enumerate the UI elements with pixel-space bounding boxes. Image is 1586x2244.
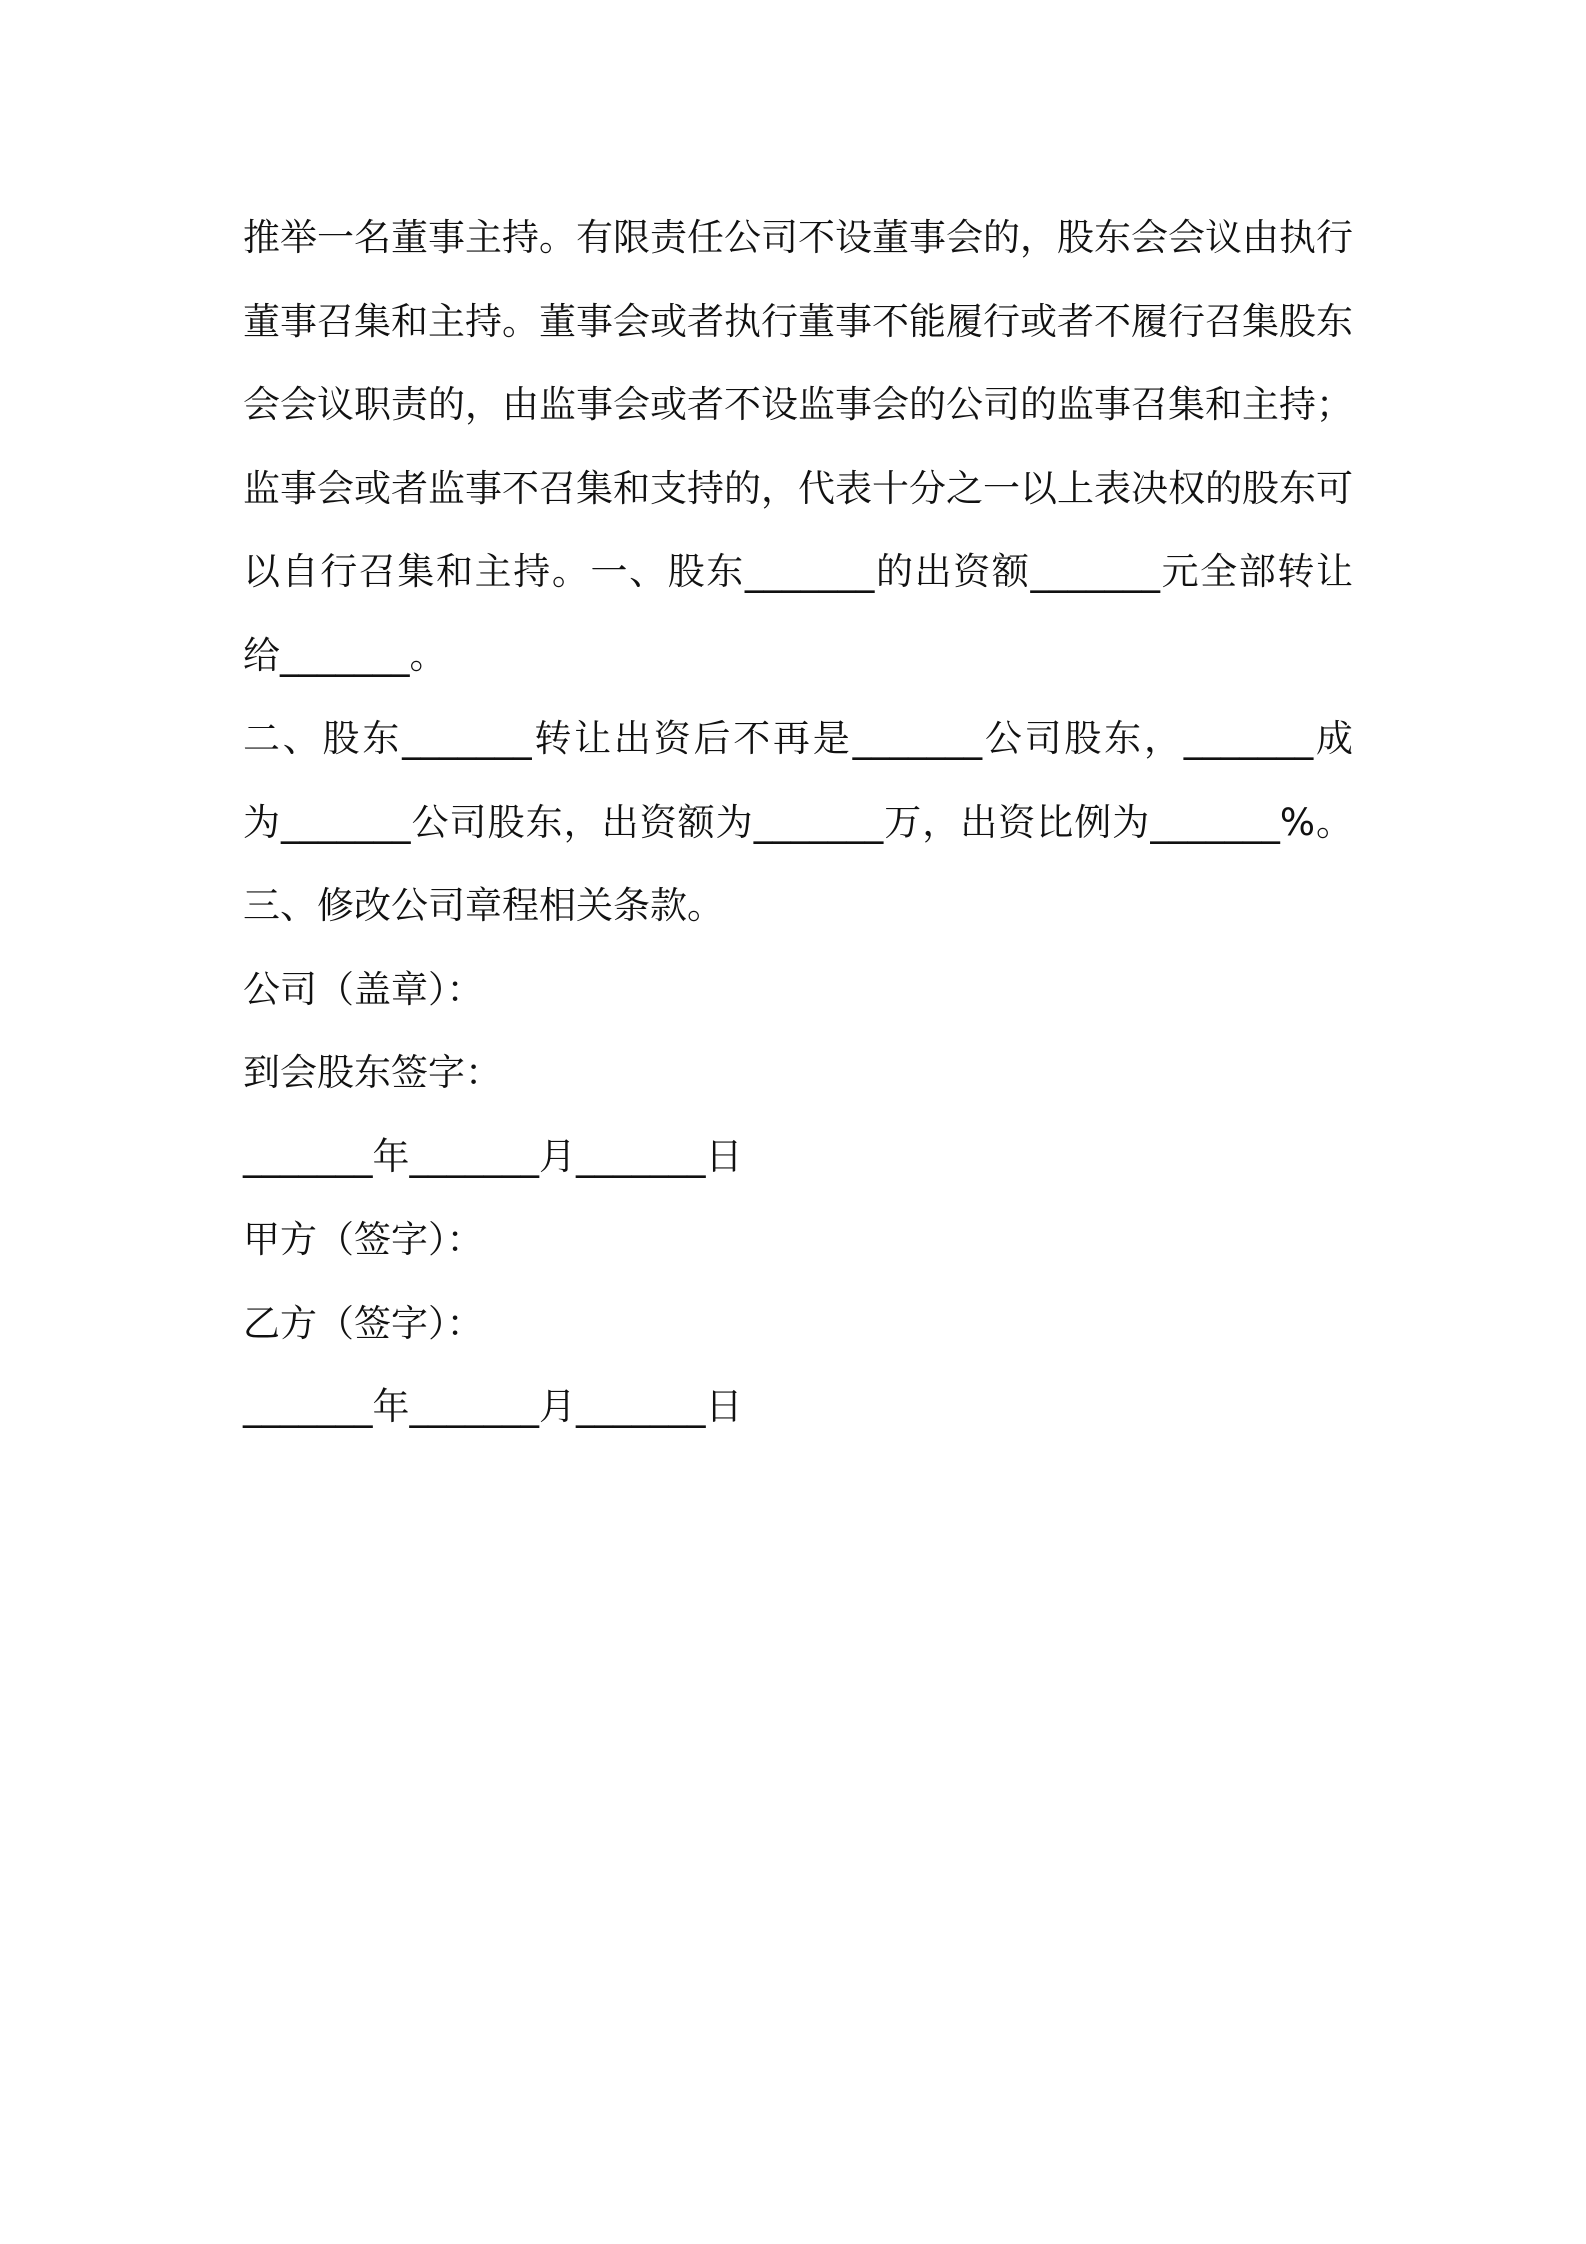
paragraph-line: 推举一名董事主持。有限责任公司不设董事会的，股东会会议由执行 <box>243 216 1353 259</box>
paragraph-line: 监事会或者监事不召集和支持的，代表十分之一以上表决权的股东可 <box>243 466 1353 510</box>
date-line: _______年_______月_______日 <box>243 1134 743 1178</box>
paragraph-line: 会会议职责的，由监事会或者不设监事会的公司的监事召集和主持； <box>243 383 1353 426</box>
company-seal-label: 公司（盖章）： <box>243 967 484 1011</box>
party-a-signature-label: 甲方（签字）： <box>243 1218 484 1261</box>
date-line: _______年_______月_______日 <box>243 1385 743 1428</box>
paragraph-line: 给_______。 <box>243 633 447 677</box>
clause-three: 三、修改公司章程相关条款。 <box>243 884 724 927</box>
document-body <box>243 196 1353 1449</box>
paragraph-line: 以自行召集和主持。一、股东_______的出资额_______元全部转让 <box>243 550 1353 593</box>
paragraph-line: 董事召集和主持。董事会或者执行董事不能履行或者不履行召集股东 <box>243 299 1353 343</box>
clause-two-line: 二、股东_______转让出资后不再是_______公司股东，_______成 <box>243 717 1353 760</box>
clause-two-line: 为_______公司股东，出资额为_______万，出资比例为_______%。 <box>243 800 1353 844</box>
party-b-signature-label: 乙方（签字）： <box>243 1301 484 1345</box>
shareholder-signature-label: 到会股东签字： <box>243 1051 502 1094</box>
